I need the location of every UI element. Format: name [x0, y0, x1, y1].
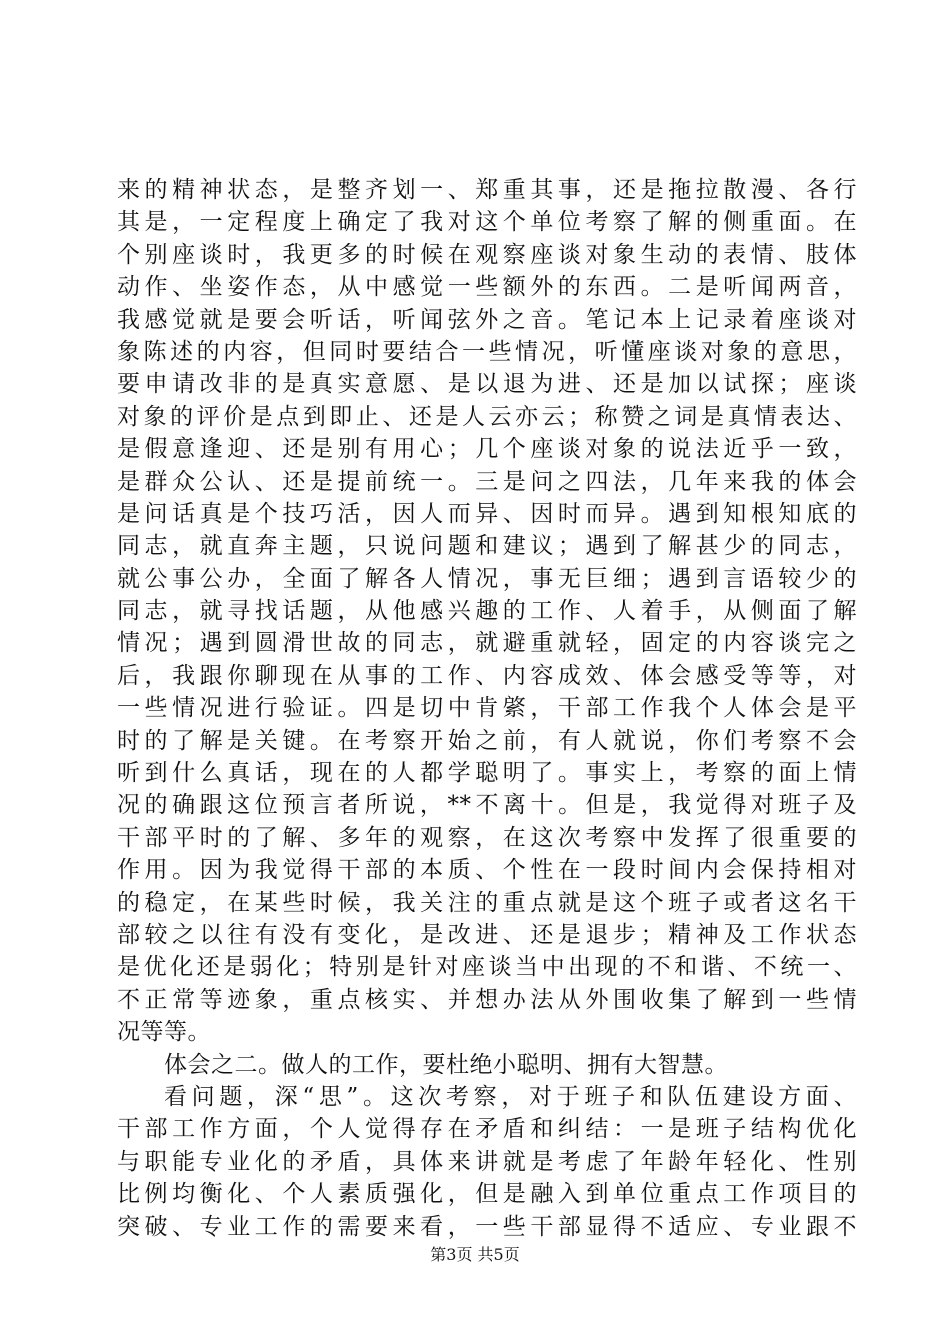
text-line: 象陈述的内容，但同时要结合一些情况，听懂座谈对象的意思，: [117, 338, 857, 365]
text-line: 就公事公办，全面了解各人情况，事无巨细；遇到言语较少的: [117, 565, 857, 592]
text-line: 个别座谈时，我更多的时候在观察座谈对象生动的表情、肢体: [117, 241, 857, 268]
text-line: 部较之以往有没有变化，是改进、还是退步；精神及工作状态: [117, 921, 857, 948]
text-line: 况的确跟这位预言者所说，**不离十。但是，我觉得对班子及: [117, 792, 857, 819]
text-line: 同志，就寻找话题，从他感兴趣的工作、人着手，从侧面了解: [117, 598, 857, 625]
text-line: 一些情况进行验证。四是切中肯綮，干部工作我个人体会是平: [117, 695, 857, 722]
text-line: 来的精神状态，是整齐划一、郑重其事，还是拖拉散漫、各行: [117, 177, 857, 203]
text-line: 干部平时的了解、多年的观察，在这次考察中发挥了很重要的: [117, 824, 857, 851]
text-line: 听到什么真话，现在的人都学聪明了。事实上，考察的面上情: [117, 760, 857, 787]
text-line: 的稳定，在某些时候，我关注的重点就是这个班子或者这名干: [117, 889, 857, 916]
text-line: 同志，就直奔主题，只说问题和建议；遇到了解甚少的同志，: [117, 533, 857, 560]
section-heading: 体会之二。做人的工作，要杜绝小聪明、拥有大智慧。: [164, 1051, 728, 1078]
text-line: 后，我跟你聊现在从事的工作、内容成效、体会感受等等，对: [117, 662, 857, 689]
text-line: 看问题，深“思”。这次考察，对于班子和队伍建设方面、: [164, 1083, 857, 1110]
body-text: [117, 174, 857, 1243]
text-line: 干部工作方面，个人觉得存在矛盾和纠结：一是班子结构优化: [117, 1116, 857, 1143]
text-line: 作用。因为我觉得干部的本质、个性在一段时间内会保持相对: [117, 857, 857, 884]
text-line: 比例均衡化、个人素质强化，但是融入到单位重点工作项目的: [117, 1181, 857, 1208]
text-line: 况等等。: [117, 1019, 211, 1046]
text-line: 与职能专业化的矛盾，具体来讲就是考虑了年龄年轻化、性别: [117, 1148, 857, 1175]
text-line: 情况；遇到圆滑世故的同志，就避重就轻，固定的内容谈完之: [117, 630, 857, 657]
text-line: 动作、坐姿作态，从中感觉一些额外的东西。二是听闻两音，: [117, 274, 857, 301]
text-line: 对象的评价是点到即止、还是人云亦云；称赞之词是真情表达、: [117, 403, 857, 430]
text-line: 是优化还是弱化；特别是针对座谈当中出现的不和谐、不统一、: [117, 954, 857, 981]
text-line: 我感觉就是要会听话，听闻弦外之音。笔记本上记录着座谈对: [117, 306, 857, 333]
text-line: 是假意逢迎、还是别有用心；几个座谈对象的说法近乎一致，: [117, 436, 857, 463]
text-line: 是问话真是个技巧活，因人而异、因时而异。遇到知根知底的: [117, 500, 857, 527]
text-line: 其是，一定程度上确定了我对这个单位考察了解的侧重面。在: [117, 209, 857, 236]
text-line: 是群众公认、还是提前统一。三是问之四法，几年来我的体会: [117, 468, 857, 495]
text-line: 要申请改非的是真实意愿、是以退为进、还是加以试探；座谈: [117, 371, 857, 398]
text-line: 不正常等迹象，重点核实、并想办法从外围收集了解到一些情: [117, 986, 857, 1013]
text-line: 突破、专业工作的需要来看，一些干部显得不适应、专业跟不: [117, 1213, 857, 1240]
page-number-footer: 第3页 共5页: [430, 1245, 520, 1264]
text-line: 时的了解是关键。在考察开始之前，有人就说，你们考察不会: [117, 727, 857, 754]
